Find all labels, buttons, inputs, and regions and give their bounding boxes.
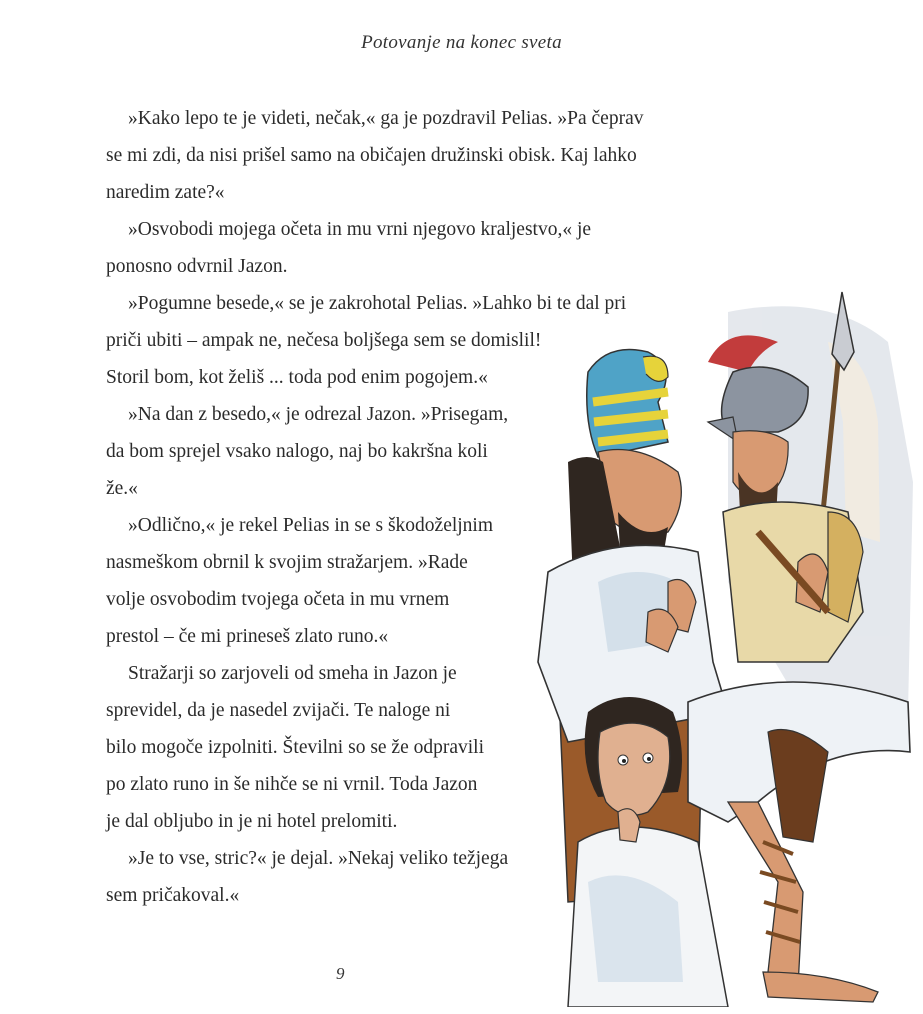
text-line: da bom sprejel vsako nalogo, naj bo kakršna koli	[106, 441, 488, 462]
text-line: bilo mogoče izpolniti. Številni so se že odpravili	[106, 737, 485, 758]
text-line: »Kako lepo te je videti, nečak,« ga je pozdravil Pelias. »Pa čeprav	[128, 108, 644, 129]
text-line: »Odlično,« je rekel Pelias in se s škodoželjnim	[128, 515, 494, 536]
text-line: že.«	[106, 478, 138, 499]
illustration-pelias-guard-jason	[528, 282, 918, 1007]
text-line: prestol – če mi prineseš zlato runo.«	[106, 626, 389, 647]
text-line: »Na dan z besedo,« je odrezal Jazon. »Prisegam,	[128, 404, 509, 425]
text-line: nasmeškom obrnil k svojim stražarjem. »Rade	[106, 552, 468, 573]
body-text	[106, 100, 644, 914]
text-line: naredim zate?«	[106, 182, 225, 203]
text-line: »Je to vse, stric?« je dejal. »Nekaj veliko težjega	[128, 848, 509, 869]
text-line: sem pričakoval.«	[106, 885, 240, 906]
text-line: Stražarji so zarjoveli od smeha in Jazon je	[128, 663, 457, 684]
running-head-title: Potovanje na konec sveta	[361, 32, 562, 53]
text-line: se mi zdi, da nisi prišel samo na običajen družinski obisk. Kaj lahko	[106, 145, 637, 166]
text-line: po zlato runo in še nihče se ni vrnil. Toda Jazon	[106, 774, 478, 795]
page-number: 9	[336, 964, 345, 983]
text-line: je dal obljubo in je ni hotel prelomiti.	[106, 811, 398, 832]
text-line: »Osvobodi mojega očeta in mu vrni njegovo kraljestvo,« je	[128, 219, 592, 240]
text-line: priči ubiti – ampak ne, nečesa boljšega sem se domislil!	[106, 330, 542, 351]
text-line: volje osvobodim tvojega očeta in mu vrnem	[106, 589, 450, 610]
text-line: »Pogumne besede,« se je zakrohotal Pelias. »Lahko bi te dal pri	[128, 293, 627, 314]
text-line: sprevidel, da je nasedel zvijači. Te naloge ni	[106, 700, 451, 721]
text-line: ponosno odvrnil Jazon.	[106, 256, 288, 277]
text-line: Storil bom, kot želiš ... toda pod enim pogojem.«	[106, 367, 488, 388]
